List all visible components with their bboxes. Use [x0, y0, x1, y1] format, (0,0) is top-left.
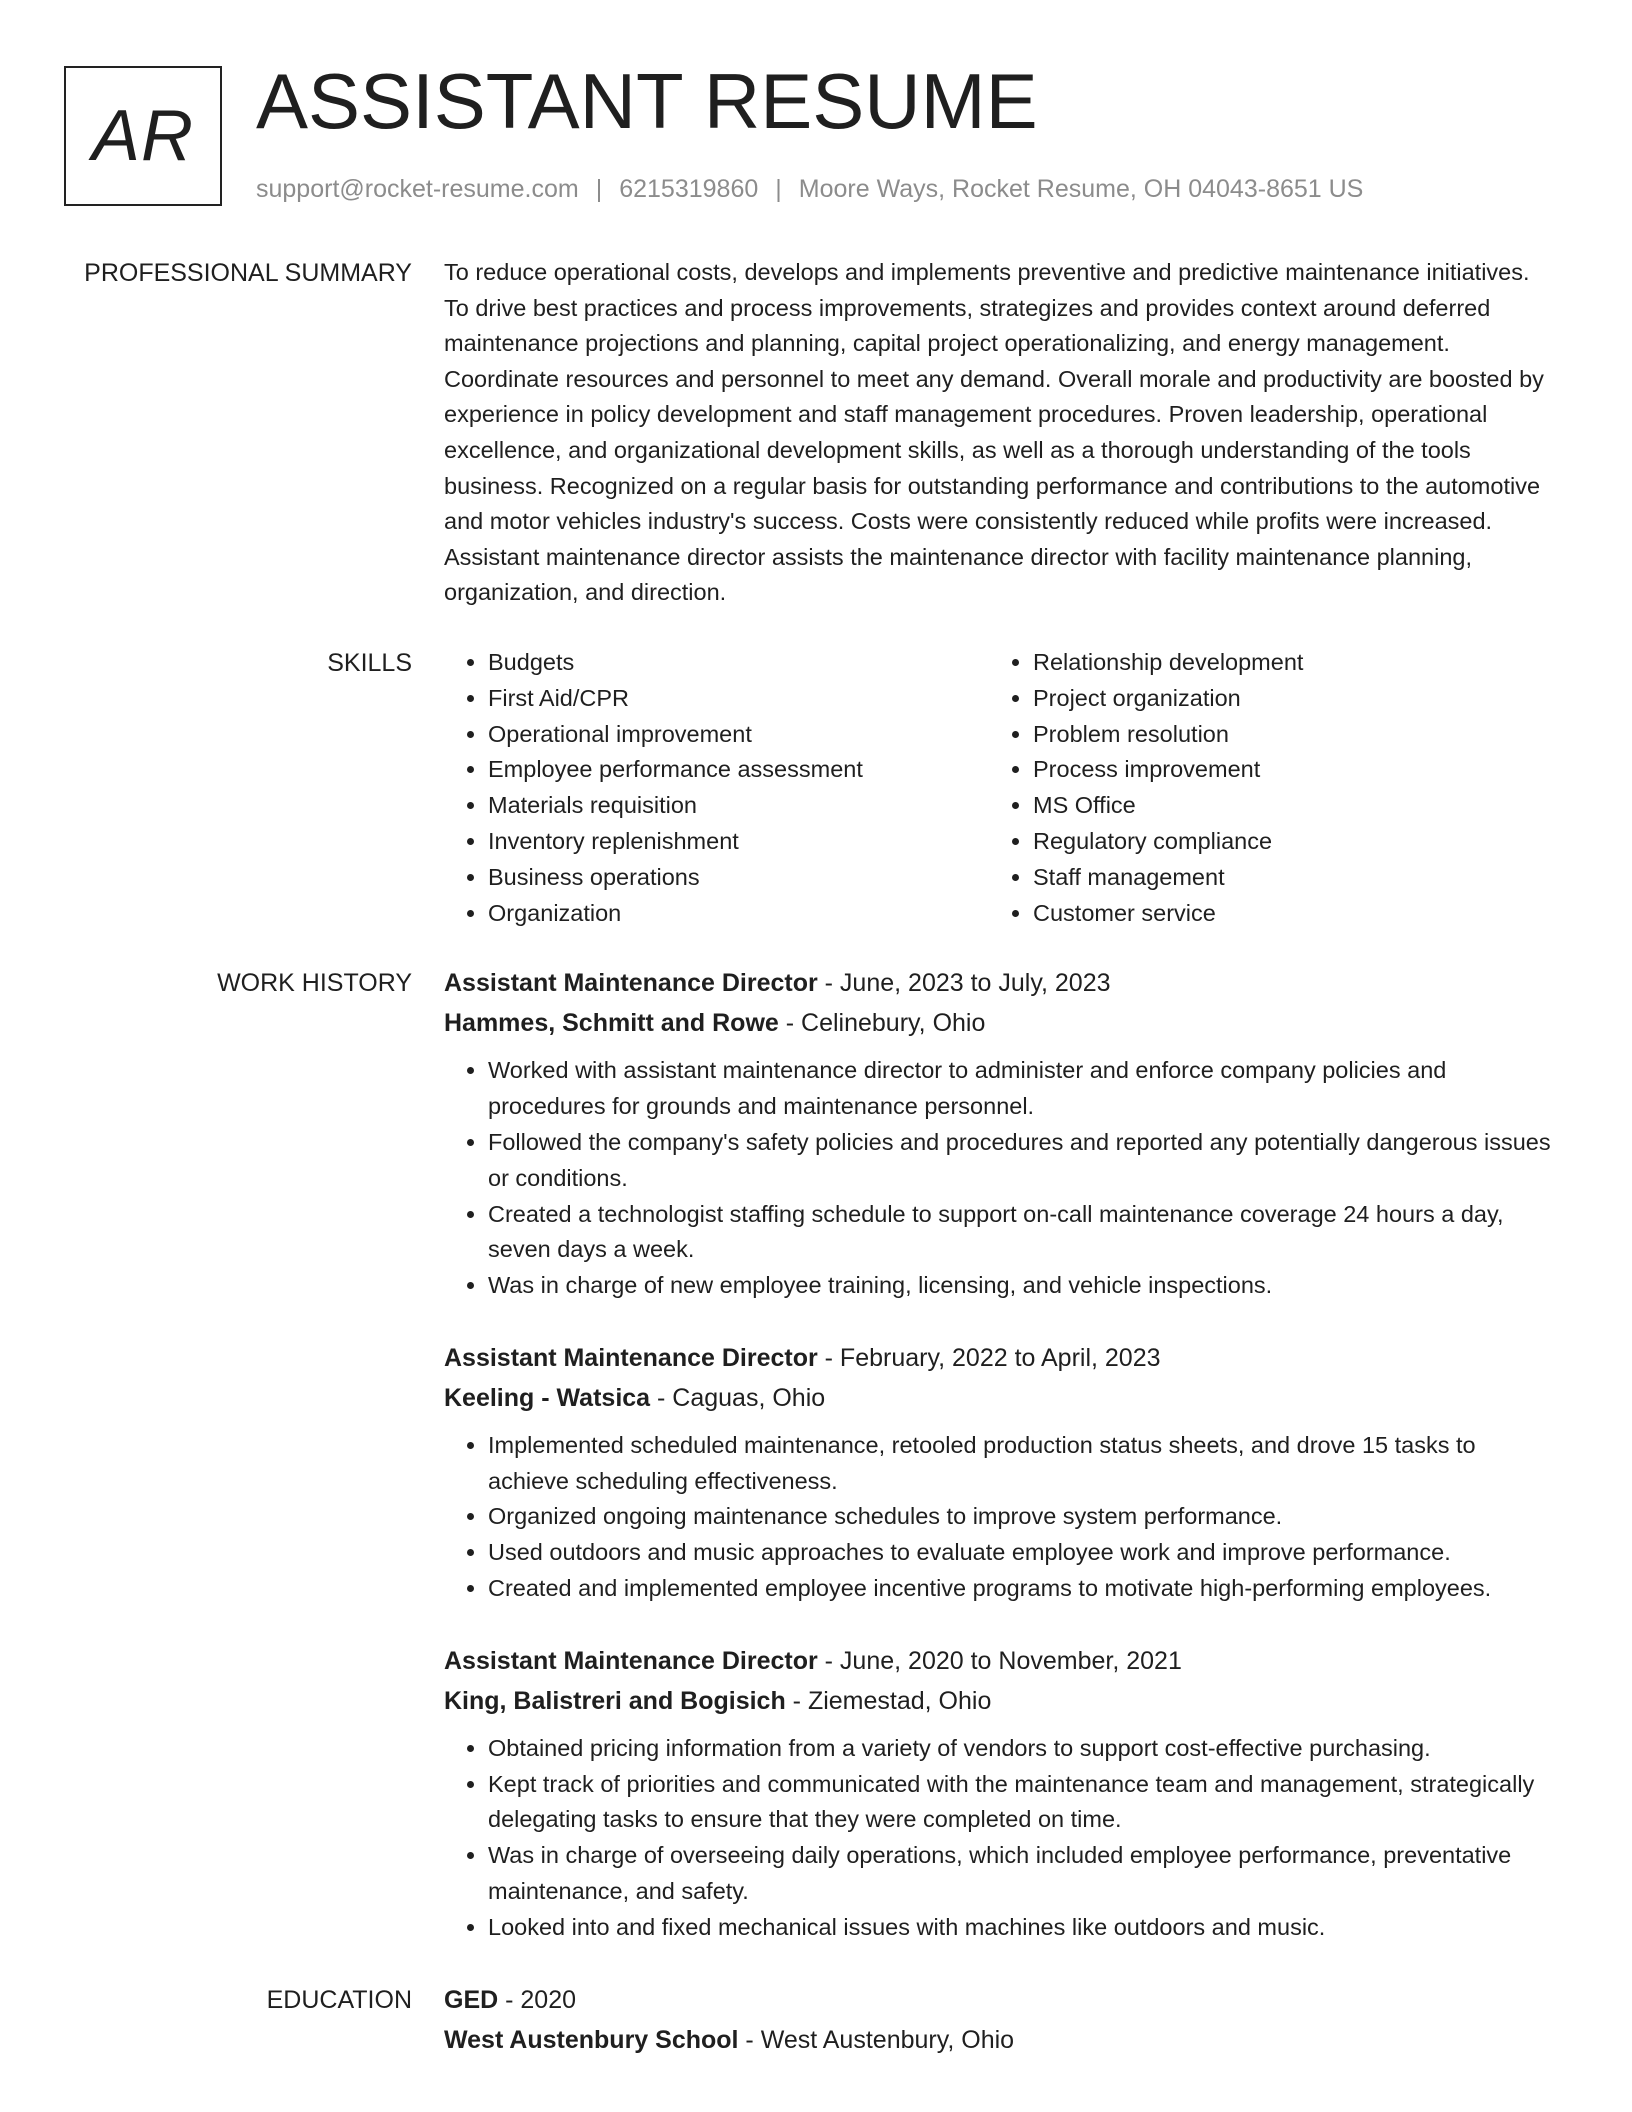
- initials-text: AR: [91, 96, 195, 176]
- contact-email: support@rocket-resume.com: [256, 175, 579, 203]
- job-dates: - June, 2020 to November, 2021: [817, 1646, 1182, 1675]
- job-duties: [444, 1731, 1554, 1946]
- skill-item: • Staff management: [1033, 860, 1534, 896]
- section-label-skills: SKILLS: [327, 648, 412, 677]
- skill-item: • Project organization: [1033, 681, 1534, 717]
- job-title: Assistant Maintenance Director: [444, 969, 818, 998]
- job-location: - Caguas, Ohio: [650, 1383, 826, 1412]
- job-entry: [444, 1340, 1554, 1607]
- duty-item: • Implemented scheduled maintenance, retooled production status sheets, and drove 15 tasks to achieve scheduling effectiveness.: [488, 1428, 1554, 1500]
- contact-separator: |: [595, 175, 603, 203]
- duty-item: • Looked into and fixed mechanical issues with machines like outdoors and music.: [488, 1910, 1554, 1946]
- skill-item: • MS Office: [1033, 788, 1534, 824]
- resume-name: ASSISTANT RESUME: [256, 57, 1038, 145]
- duty-item: • Created a technologist staffing schedule to support on-call maintenance coverage 24 hours a day, seven days a week.: [488, 1197, 1554, 1269]
- job-entry: [444, 1643, 1554, 1946]
- initials-monogram: [64, 66, 222, 206]
- duty-item: • Created and implemented employee incentive programs to motivate high-performing employees.: [488, 1571, 1554, 1607]
- duty-item: • Was in charge of new employee training, licensing, and vehicle inspections.: [488, 1268, 1554, 1304]
- skill-item: • Business operations: [488, 860, 989, 896]
- job-dates: - February, 2022 to April, 2023: [817, 1343, 1161, 1372]
- contact-separator: |: [775, 175, 782, 203]
- skill-item: • Regulatory compliance: [1033, 824, 1534, 860]
- duty-item: • Followed the company's safety policies and procedures and reported any potentially dangerous issues or conditions.: [488, 1125, 1554, 1197]
- duty-item: • Organized ongoing maintenance schedules to improve system performance.: [488, 1499, 1554, 1535]
- summary-text: To reduce operational costs, develops and implements preventive and predictive maintenance initiatives. To drive best practices and process improvements, strategizes and provides context around deferred maintenance projections and planning, capital project operationalizing, and energy management. Coordinate resources and personnel to meet any demand. Overall morale and productivity are boosted by experience in policy development and staff management procedures. Proven leadership, operational excellence, and organizational development skills, as well as a thorough understanding of the tools business. Recognized on a regular basis for outstanding performance and contributions to the automotive and motor vehicles industry's success. Costs were consistently reduced while profits were increased. Assistant maintenance director assists the maintenance director with facility maintenance planning, organization, and direction.: [444, 259, 1544, 606]
- job-duties: [444, 1428, 1554, 1607]
- section-label-work-history: WORK HISTORY: [217, 969, 412, 998]
- summary-section: [0, 255, 1632, 611]
- skill-item: • Relationship development: [1033, 645, 1534, 681]
- skills-list-right: [989, 645, 1534, 931]
- duty-item: • Worked with assistant maintenance director to administer and enforce company policies and procedures for grounds and maintenance personnel.: [488, 1053, 1554, 1125]
- job-company: King, Balistreri and Bogisich: [444, 1686, 786, 1715]
- skills-section: [0, 645, 1632, 931]
- education-school: West Austenbury School: [444, 2025, 739, 2054]
- job-location: - Ziemestad, Ohio: [785, 1686, 992, 1715]
- job-title: Assistant Maintenance Director: [444, 1343, 818, 1372]
- job-location: - Celinebury, Ohio: [778, 1009, 986, 1038]
- duty-item: • Used outdoors and music approaches to evaluate employee work and improve performance.: [488, 1535, 1554, 1571]
- skill-item: • Organization: [488, 896, 989, 932]
- skill-item: • Operational improvement: [488, 717, 989, 753]
- section-label-summary: PROFESSIONAL SUMMARY: [84, 259, 412, 287]
- job-entry: [444, 965, 1554, 1304]
- skill-item: • First Aid/CPR: [488, 681, 989, 717]
- job-title: Assistant Maintenance Director: [444, 1646, 818, 1675]
- job-company: Hammes, Schmitt and Rowe: [444, 1009, 779, 1038]
- job-dates: - June, 2023 to July, 2023: [817, 969, 1111, 998]
- skill-item: • Materials requisition: [488, 788, 989, 824]
- skill-item: • Problem resolution: [1033, 717, 1534, 753]
- work-history-section: [0, 965, 1632, 1945]
- duty-item: • Obtained pricing information from a variety of vendors to support cost-effective purchasing.: [488, 1731, 1554, 1767]
- job-company: Keeling - Watsica: [444, 1383, 651, 1412]
- education-year: - 2020: [498, 1985, 577, 2014]
- education-location: - West Austenbury, Ohio: [738, 2025, 1015, 2054]
- skill-item: • Process improvement: [1033, 752, 1534, 788]
- skill-item: • Budgets: [488, 645, 989, 681]
- section-label-education: EDUCATION: [266, 1985, 412, 2014]
- resume-body: [0, 255, 1632, 2058]
- skills-list-left: [444, 645, 989, 931]
- duty-item: • Kept track of priorities and communicated with the maintenance team and management, strategically delegating tasks to ensure that they were completed on time.: [488, 1767, 1554, 1839]
- skill-item: • Employee performance assessment: [488, 752, 989, 788]
- contact-line: [256, 174, 1363, 204]
- contact-address: Moore Ways, Rocket Resume, OH 04043-8651 US: [798, 175, 1364, 203]
- duty-item: • Was in charge of overseeing daily operations, which included employee performance, preventative maintenance, and safety.: [488, 1838, 1554, 1910]
- education-section: [0, 1982, 1632, 2058]
- contact-phone: 6215319860: [619, 175, 759, 203]
- education-degree: GED: [444, 1985, 499, 2014]
- job-duties: [444, 1053, 1554, 1304]
- skill-item: • Inventory replenishment: [488, 824, 989, 860]
- skill-item: • Customer service: [1033, 896, 1534, 932]
